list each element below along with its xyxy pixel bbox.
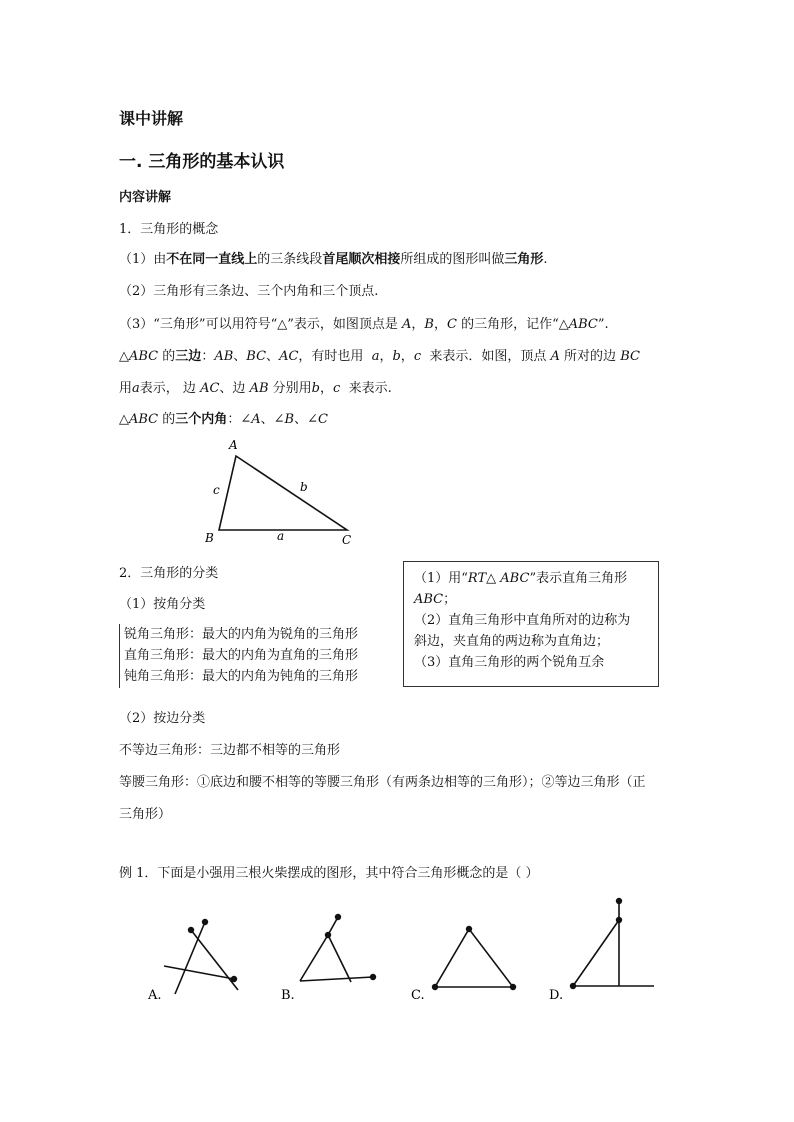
triangle-shape xyxy=(219,456,347,530)
by-angle-list xyxy=(119,624,358,688)
concept-line-6: △ABC 的三个内角：∠A、∠B、∠C xyxy=(119,412,328,427)
note-line-1: （1）用“RT△ ABC”表示直角三角形 xyxy=(414,571,628,586)
option-d-label: D. xyxy=(549,988,564,1003)
note-line-2: ABC； xyxy=(414,592,457,607)
concept-line-4: △ABC 的三边：AB、BC、AC，有时也用 a，b，c 来表示．如图，顶点 A 所对的边 BC xyxy=(119,349,640,364)
isosceles-definition: 等腰三角形：①底边和腰不相等的等腰三角形（有两条边相等的三角形）；②等边三角形（正 xyxy=(119,775,646,790)
concept-title: 1．三角形的概念 xyxy=(119,222,219,237)
note-line-3: （2）直角三角形中直角所对的边称为 xyxy=(414,613,631,628)
concept-line-2: （2）三角形有三条边、三个内角和三个顶点. xyxy=(119,284,379,299)
concept-line-1: （1）由不在同一直线上的三条线段首尾顺次相接所组成的图形叫做三角形. xyxy=(119,252,548,267)
list-item: 直角三角形：最大的内角为直角的三角形 xyxy=(124,648,359,663)
page-heading: 一. 三角形的基本认识 xyxy=(119,152,285,172)
concept-line-5: 用a表示， 边 AC、边 AB 分别用b，c 来表示. xyxy=(119,381,392,396)
right-triangle-note xyxy=(403,561,659,687)
side-a-label: a xyxy=(277,529,285,543)
vertex-a-label: A xyxy=(229,438,238,452)
list-item: 锐角三角形：最大的内角为锐角的三角形 xyxy=(124,627,359,642)
vertex-b-label: B xyxy=(205,531,214,545)
classification-title: 2．三角形的分类 xyxy=(119,566,219,581)
option-b-label: B. xyxy=(281,988,295,1003)
by-angle-label: （1）按角分类 xyxy=(119,597,206,612)
by-side-label: （2）按边分类 xyxy=(119,711,206,726)
option-b-figure[interactable] xyxy=(278,905,388,1005)
option-d-figure[interactable] xyxy=(546,888,661,1005)
option-a-figure[interactable] xyxy=(145,910,255,1005)
option-a-label: A. xyxy=(148,988,162,1003)
option-c-label: C. xyxy=(411,988,425,1003)
vertex-c-label: C xyxy=(342,533,352,547)
concept-line-3: （3）“三角形”可以用符号“△”表示，如图顶点是 A，B，C 的三角形，记作“△ABC”. xyxy=(119,317,609,332)
side-c-label: c xyxy=(213,483,220,497)
triangle-figure xyxy=(205,432,365,552)
isosceles-definition-cont: 三角形） xyxy=(119,807,172,822)
section-title: 课中讲解 xyxy=(119,109,184,128)
option-c-figure[interactable] xyxy=(408,915,528,1005)
note-line-5: （3）直角三角形的两个锐角互余 xyxy=(414,655,605,670)
side-b-label: b xyxy=(300,480,308,494)
example-question: 例 1．下面是小强用三根火柴摆成的图形，其中符合三角形概念的是（ ） xyxy=(119,866,539,881)
list-item: 钝角三角形：最大的内角为钝角的三角形 xyxy=(124,669,359,684)
note-line-4: 斜边，夹直角的两边称为直角边； xyxy=(414,634,610,649)
scalene-definition: 不等边三角形：三边都不相等的三角形 xyxy=(119,743,341,758)
subheading: 内容讲解 xyxy=(119,190,172,205)
